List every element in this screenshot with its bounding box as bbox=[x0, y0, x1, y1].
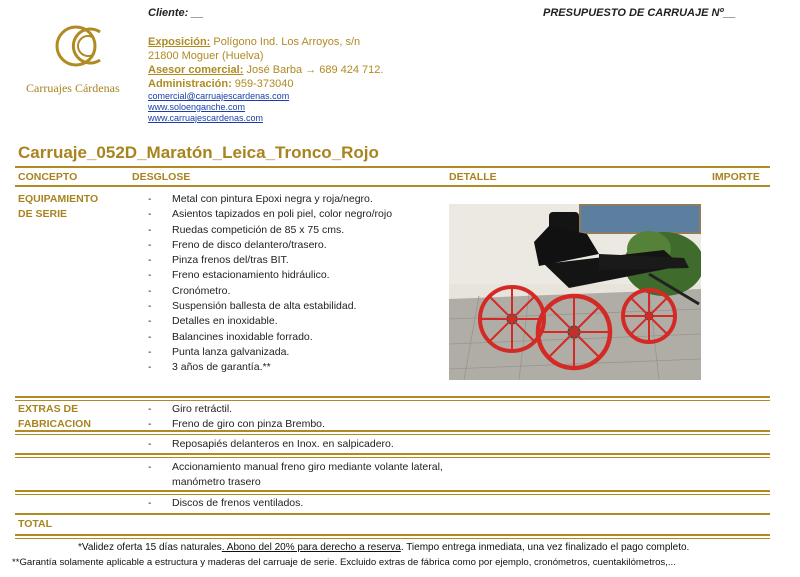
list-item: - Discos de frenos ventilados. bbox=[148, 497, 304, 509]
contact-info bbox=[148, 35, 383, 124]
list-item: - Freno estacionamiento hidráulico. bbox=[148, 269, 330, 282]
asesor-label: Asesor comercial: bbox=[148, 64, 244, 76]
col-concepto: CONCEPTO bbox=[18, 171, 78, 183]
extras-list bbox=[148, 402, 325, 433]
list-item: - Asientos tapizados en poli piel, color negro/rojo bbox=[148, 208, 393, 221]
divider bbox=[15, 453, 770, 455]
list-item: - Giro retráctil. bbox=[148, 403, 233, 415]
divider bbox=[15, 494, 770, 495]
carriage-photo bbox=[449, 204, 701, 380]
extras-list bbox=[148, 437, 394, 452]
list-item: - Metal con pintura Epoxi negra y roja/negro. bbox=[148, 193, 373, 205]
list-item: - Ruedas competición de 85 x 75 cms. bbox=[148, 223, 345, 236]
divider bbox=[15, 430, 770, 432]
divider bbox=[15, 490, 770, 492]
concept-extras bbox=[18, 402, 91, 432]
footer-delivery-text: . Tiempo entrega inmediata, una vez finalizado el pago completo. bbox=[400, 542, 690, 553]
list-item: manómetro trasero bbox=[172, 476, 261, 489]
divider bbox=[15, 185, 770, 187]
exposicion-value: Polígono Ind. Los Arroyos, s/n bbox=[210, 36, 361, 48]
list-item: - 3 años de garantía.** bbox=[148, 361, 271, 374]
asesor-value: José Barba → 689 424 712. bbox=[243, 64, 384, 76]
divider bbox=[15, 513, 770, 515]
divider bbox=[15, 538, 770, 539]
list-item: - Accionamiento manual freno giro mediante volante lateral, bbox=[148, 461, 443, 473]
concept-equipamiento bbox=[18, 192, 98, 222]
footer-warranty: **Garantía solamente aplicable a estructura y maderas del carruaje de serie. Excluido extras de fábrica como por ejemplo, cronómetros, cuentakilómetros,... bbox=[12, 557, 676, 568]
divider bbox=[15, 457, 770, 458]
cliente-label: Cliente: __ bbox=[148, 7, 204, 19]
presupuesto-label: PRESUPUESTO DE CARRUAJE Nº__ bbox=[543, 7, 736, 19]
list-item: - Reposapiés delanteros en Inox. en salpicadero. bbox=[148, 438, 394, 450]
cc-monogram-icon bbox=[38, 20, 138, 72]
list-item: - Balancines inoxidable forrado. bbox=[148, 330, 313, 343]
extras-list bbox=[148, 496, 303, 511]
city-line: 21800 Moguer (Huelva) bbox=[148, 50, 264, 62]
divider bbox=[15, 534, 770, 536]
concept-line: DE SERIE bbox=[18, 208, 68, 220]
footer-reserva-text: . Abono del 20% para derecho a reserva bbox=[221, 542, 401, 553]
concept-line: EQUIPAMIENTO bbox=[18, 193, 99, 205]
exposicion-line bbox=[148, 35, 383, 49]
asesor-line bbox=[148, 63, 383, 77]
admin-line bbox=[148, 77, 383, 91]
list-item: - Detalles en inoxidable. bbox=[148, 315, 278, 328]
col-importe: IMPORTE bbox=[712, 171, 760, 183]
admin-value: 959-373040 bbox=[231, 78, 294, 90]
concept-line: EXTRAS DE bbox=[18, 403, 79, 415]
logo-text: Carruajes Cárdenas bbox=[26, 81, 120, 95]
concept-line: FABRICACION bbox=[18, 418, 91, 430]
divider bbox=[15, 166, 770, 168]
list-item: - Suspensión ballesta de alta estabilidad. bbox=[148, 300, 357, 313]
list-item: - Freno de disco delantero/trasero. bbox=[148, 238, 327, 251]
company-logo bbox=[26, 20, 138, 95]
website-link-carruajes[interactable]: www.carruajescardenas.com bbox=[148, 113, 264, 123]
wheel-front-left bbox=[538, 296, 610, 368]
total-label: TOTAL bbox=[18, 518, 53, 530]
divider bbox=[15, 396, 770, 398]
list-item: - Pinza frenos del/tras BIT. bbox=[148, 254, 289, 267]
col-detalle: DETALLE bbox=[449, 171, 497, 183]
divider bbox=[15, 434, 770, 435]
divider bbox=[15, 400, 770, 401]
website-link-soloenganche[interactable]: www.soloenganche.com bbox=[148, 102, 246, 112]
page-title: Carruaje_052D_Maratón_Leica_Tronco_Rojo bbox=[18, 143, 379, 162]
admin-label: Administración: bbox=[148, 78, 232, 90]
list-item: - Freno de giro con pinza Brembo. bbox=[148, 418, 325, 431]
list-item: - Punta lanza galvanizada. bbox=[148, 345, 290, 358]
wheel-right bbox=[623, 290, 675, 342]
col-desglose: DESGLOSE bbox=[132, 171, 191, 183]
footer-validity-text: *Validez oferta 15 días naturales bbox=[78, 542, 222, 553]
extras-list bbox=[148, 460, 443, 491]
exposicion-label: Exposición: bbox=[148, 36, 211, 48]
email-link[interactable]: comercial@carruajescardenas.com bbox=[148, 91, 290, 101]
list-item: - Cronómetro. bbox=[148, 284, 231, 297]
equipamiento-list bbox=[148, 192, 392, 376]
wheel-rear-left bbox=[480, 287, 544, 351]
footer-validity bbox=[78, 542, 689, 553]
